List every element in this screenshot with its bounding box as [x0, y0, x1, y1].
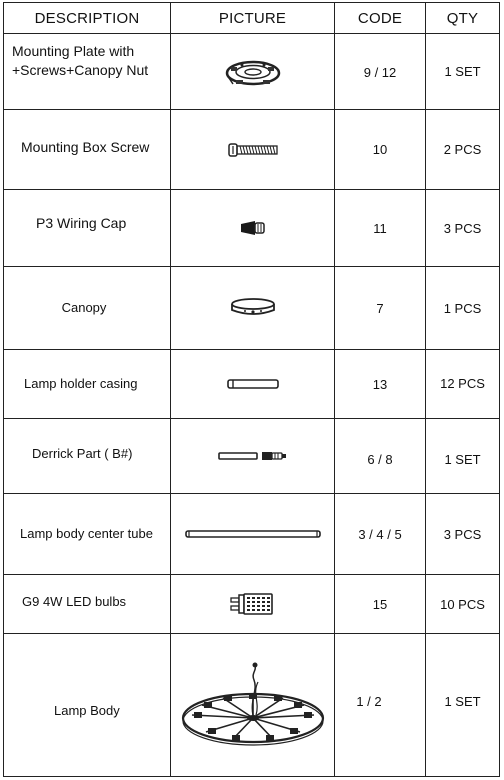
- table-row: [4, 634, 500, 777]
- description-line1: P3 Wiring Cap: [36, 215, 127, 231]
- header-description: DESCRIPTION: [4, 3, 171, 34]
- code-cell: 13: [335, 350, 426, 419]
- description-line1: Lamp holder casing: [24, 376, 138, 392]
- description-cell: [4, 267, 171, 350]
- canopy-icon: [228, 295, 278, 321]
- description-line1: Mounting Plate with: [12, 43, 135, 59]
- description-cell: [4, 419, 171, 494]
- picture-cell: [171, 34, 335, 110]
- description-line1: Mounting Box Screw: [21, 139, 150, 155]
- table-row: [4, 575, 500, 634]
- qty-cell: 3 PCS: [426, 494, 500, 575]
- table-row: [4, 34, 500, 110]
- lamp-body-icon: [178, 660, 328, 750]
- qty-cell: 10 PCS: [426, 575, 500, 634]
- derrick-part-icon: [218, 450, 288, 462]
- description-cell: [4, 110, 171, 190]
- description-cell: [4, 575, 171, 634]
- header-code: CODE: [335, 3, 426, 34]
- description-line1: Canopy: [61, 300, 107, 315]
- code-cell: 7: [335, 267, 426, 350]
- description-line1: Lamp Body: [54, 703, 120, 718]
- picture-cell: [171, 110, 335, 190]
- code-cell: 9 / 12: [335, 34, 426, 110]
- picture-cell: [171, 190, 335, 267]
- led-bulb-icon: [229, 593, 277, 615]
- description-line1: Lamp body center tube: [20, 526, 153, 542]
- header-qty: QTY: [426, 3, 500, 34]
- qty-cell: 1 PCS: [426, 267, 500, 350]
- description-cell: [4, 190, 171, 267]
- table-row: [4, 267, 500, 350]
- qty-cell: 1 SET: [426, 634, 500, 777]
- code-cell: 3 / 4 / 5: [335, 494, 426, 575]
- description-cell: [4, 34, 171, 110]
- table-row: [4, 110, 500, 190]
- picture-cell: [171, 494, 335, 575]
- description-cell: [4, 634, 171, 777]
- picture-cell: [171, 634, 335, 777]
- qty-cell: 3 PCS: [426, 190, 500, 267]
- table-row: [4, 350, 500, 419]
- header-row: [4, 3, 500, 34]
- picture-cell: [171, 350, 335, 419]
- qty-cell: 12 PCS: [426, 350, 500, 419]
- description-cell: [4, 350, 171, 419]
- qty-cell: 1 SET: [426, 34, 500, 110]
- code-cell: 1 / 2: [335, 634, 426, 777]
- qty-cell: 1 SET: [426, 419, 500, 494]
- description-line1: Derrick Part ( B#): [32, 446, 133, 461]
- picture-cell: [171, 267, 335, 350]
- picture-cell: [171, 575, 335, 634]
- screw-icon: [227, 142, 279, 158]
- description-line2: +Screws+Canopy Nut: [12, 61, 149, 78]
- qty-cell: 2 PCS: [426, 110, 500, 190]
- header-picture: PICTURE: [171, 3, 335, 34]
- wiring-cap-icon: [238, 219, 268, 237]
- center-tube-icon: [185, 529, 321, 539]
- lamp-holder-casing-icon: [227, 378, 279, 390]
- parts-table: [3, 2, 500, 777]
- table-row: [4, 494, 500, 575]
- table-row: [4, 419, 500, 494]
- mounting-plate-icon: [222, 55, 284, 89]
- code-cell: 15: [335, 575, 426, 634]
- code-cell: 11: [335, 190, 426, 267]
- description-cell: [4, 494, 171, 575]
- description-line1: G9 4W LED bulbs: [22, 594, 127, 609]
- picture-cell: [171, 419, 335, 494]
- code-cell: 6 / 8: [335, 419, 426, 494]
- table-row: [4, 190, 500, 267]
- code-cell: 10: [335, 110, 426, 190]
